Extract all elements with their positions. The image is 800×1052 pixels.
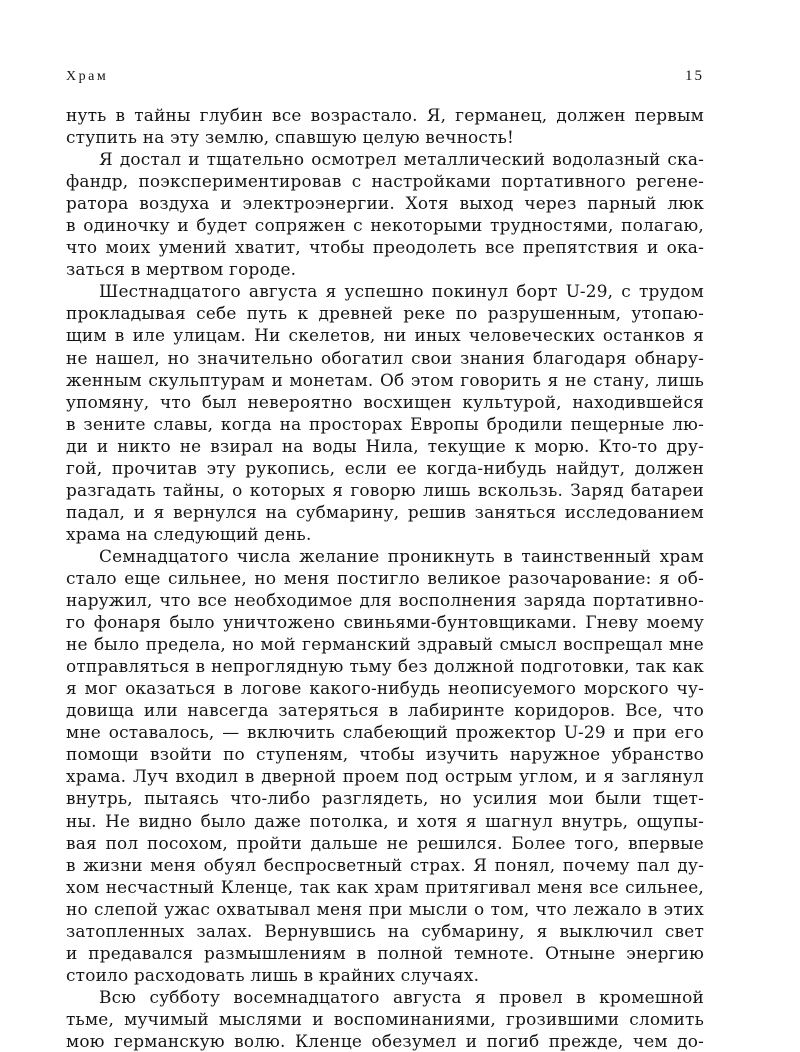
text-line: не нашел, но значительно обогатил свои знания благодаря обнару- [66, 347, 704, 368]
text-line: отправляться в непроглядную тьму без должной подготовки, так как [66, 656, 704, 677]
text-line: храма. Луч входил в дверной проем под острым углом, и я заглянул [66, 766, 704, 787]
text-line: разгадать тайны, о которых я говорю лишь вскользь. Заряд батареи [66, 479, 704, 500]
text-line: в одиночку и будет сопряжен с некоторыми трудностями, полагаю, [66, 215, 704, 236]
text-line: Шестнадцатого августа я успешно покинул борт U-29, с трудом [99, 281, 704, 302]
text-line: ди и никто не взирал на воды Нила, текущие к морю. Кто-то дру- [66, 435, 704, 456]
text-line: заться в мертвом городе. [66, 259, 297, 280]
running-head: Храм [66, 69, 109, 84]
text-line: вая пол посохом, пройти дальше не решился. Более того, впервые [66, 832, 704, 853]
text-line: наружил, что все необходимое для восполнения заряда портативно- [66, 590, 704, 611]
text-line: довища или навсегда затеряться в лабиринте коридоров. Все, что [66, 700, 704, 721]
text-line: женным скульптурам и монетам. Об этом говорить я не стану, лишь [66, 369, 704, 390]
text-line: ратора воздуха и электроэнергии. Хотя выход через парный люк [66, 193, 704, 214]
text-line: гой, прочитав эту рукопись, если ее когда-нибудь найдут, должен [66, 457, 704, 478]
text-line: упомяну, что был невероятно восхищен культурой, находившейся [66, 391, 704, 412]
text-line: Семнадцатого числа желание проникнуть в таинственный храм [99, 545, 704, 566]
text-line: не было предела, но мой германский здравый смысл воспрещал мне [66, 634, 704, 655]
text-line: фандр, поэкспериментировав с настройками портативного регене- [66, 171, 704, 192]
text-line: внутрь, пытаясь что-либо разглядеть, но усилия мои были тщет- [66, 788, 704, 809]
page-number: 15 [685, 68, 704, 84]
text-line: падал, и я вернулся на субмарину, решив заняться исследованием [66, 501, 704, 522]
text-line: я мог оказаться в логове какого-нибудь неописуемого морского чу- [66, 678, 704, 699]
text-line: затопленных залах. Вернувшись на субмарину, я выключил свет [66, 920, 704, 941]
text-line: Всю субботу восемнадцатого августа я провел в кромешной [99, 986, 704, 1007]
text-line: в жизни меня обуял беспросветный страх. Я понял, почему пал ду- [66, 854, 704, 875]
text-line: го фонаря было уничтожено свиньями-бунтовщиками. Гневу моему [66, 612, 704, 633]
text-line: хом несчастный Кленце, так как храм притягивал меня все сильнее, [66, 876, 704, 897]
text-line: но слепой ужас охватывал меня при мысли о том, что лежало в этих [66, 898, 704, 919]
text-line: что моих умений хватит, чтобы преодолеть все препятствия и ока- [66, 237, 704, 258]
text-line: мою германскую волю. Кленце обезумел и погиб прежде, чем до- [66, 1030, 704, 1051]
text-line: мне оставалось, — включить слабеющий прожектор U-29 и при его [66, 722, 704, 743]
text-line: храма на следующий день. [66, 523, 312, 544]
text-line: стало еще сильнее, но меня постигло великое разочарование: я об- [66, 567, 704, 588]
text-line: прокладывая себе путь к древней реке по разрушенным, утопаю- [66, 303, 704, 324]
text-line: тьме, мучимый мыслями и воспоминаниями, грозившими сломить [66, 1008, 704, 1029]
text-line: и предавался размышлениям в полной темноте. Отныне энергию [66, 942, 704, 963]
text-line: ступить на эту землю, спавшую целую вечность! [66, 127, 514, 148]
text-line: стоило расходовать лишь в крайних случаях. [66, 964, 480, 985]
text-line: Я достал и тщательно осмотрел металлический водолазный ска- [99, 149, 704, 170]
text-line: нуть в тайны глубин все возрастало. Я, германец, должен первым [66, 105, 704, 125]
text-line: помощи взойти по ступеням, чтобы изучить наружное убранство [66, 744, 704, 765]
text-line: ны. Не видно было даже потолка, и хотя я шагнул внутрь, ощупы- [66, 810, 704, 831]
text-line: щим в иле улицам. Ни скелетов, ни иных человеческих останков я [66, 325, 704, 346]
body-text [66, 104, 704, 1052]
text-line: в зените славы, когда на просторах Европы бродили пещерные лю- [66, 413, 704, 434]
